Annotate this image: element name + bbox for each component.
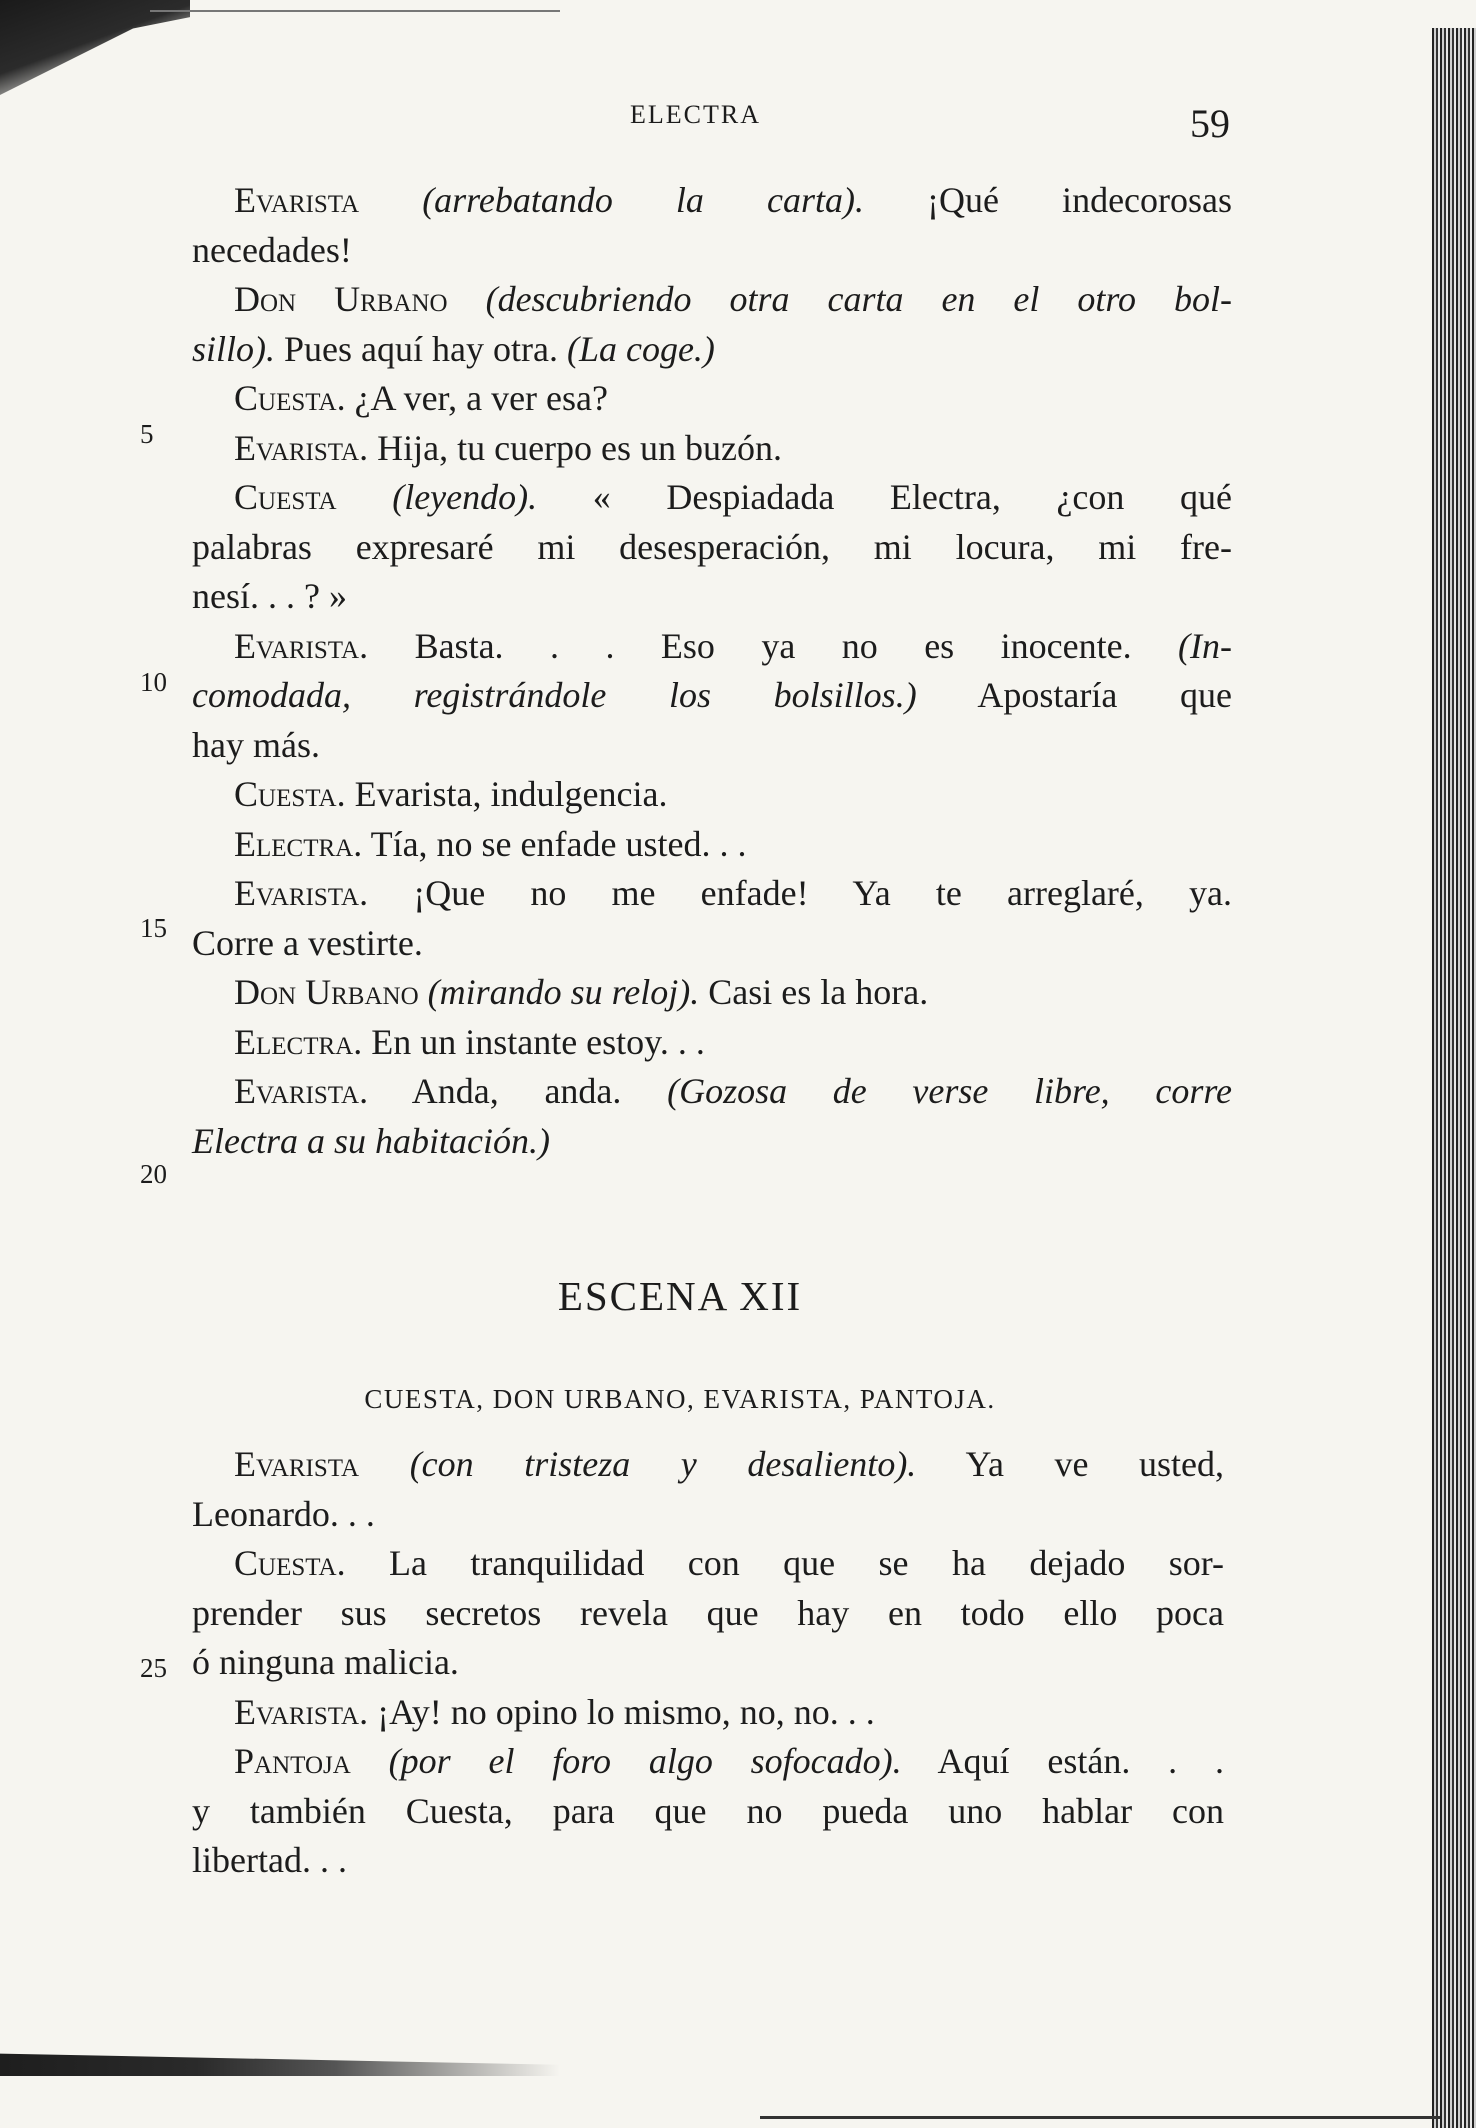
text-line — [192, 1117, 1232, 1167]
scene-title — [0, 1272, 1476, 1320]
dialogue-block-2 — [192, 1440, 1224, 1886]
line-number: 5 — [140, 419, 154, 449]
text-line — [192, 325, 1232, 375]
speaker-name: Cuesta. — [234, 1543, 346, 1583]
text-line — [192, 869, 1232, 919]
dialogue-block-1 — [192, 176, 1232, 1166]
line-number: 10 — [140, 667, 167, 697]
text-line — [192, 176, 1232, 226]
text-line — [192, 1539, 1224, 1589]
text-line — [192, 572, 1232, 622]
book-spine-edge — [1432, 28, 1476, 2128]
text-line — [192, 1589, 1224, 1639]
dialogue-text: ¡Ay! no opino lo mismo, no, no. . . — [377, 1691, 875, 1732]
dialogue-text: La tranquilidad con que se ha dejado sor- — [389, 1543, 1224, 1583]
stage-direction: (La coge.) — [566, 328, 715, 369]
dialogue-text: Hija, tu cuerpo es un buzón. — [377, 427, 783, 468]
stage-direction: sillo). — [192, 328, 276, 369]
scan-shadow-bottom — [0, 2048, 560, 2076]
line-number: 15 — [140, 913, 167, 943]
dialogue-text: Leonardo. . . — [192, 1493, 375, 1534]
speaker-name: Electra. — [234, 823, 363, 864]
dialogue-text: Aquí están. . . — [937, 1741, 1224, 1781]
dialogue-text: hay más. — [192, 724, 320, 765]
stage-direction: (por el foro algo sofocado). — [388, 1741, 902, 1781]
speaker-name: Evarista. — [234, 1071, 369, 1111]
text-line — [192, 1067, 1232, 1117]
text-line — [192, 1688, 1224, 1738]
text-line — [192, 1836, 1224, 1886]
text-line — [192, 374, 1232, 424]
stage-direction: (con tristeza y desaliento). — [409, 1444, 917, 1484]
speaker-name: Don Urbano — [234, 972, 419, 1012]
text-line — [192, 671, 1232, 721]
stage-direction: (leyendo). — [392, 477, 538, 517]
scene-title-text: ESCENA XII — [557, 1273, 803, 1319]
text-line — [192, 968, 1232, 1018]
dialogue-text: libertad. . . — [192, 1840, 347, 1880]
stage-direction: (mirando su reloj). — [427, 972, 700, 1012]
text-line — [192, 226, 1232, 276]
dialogue-text: Apostaría que — [977, 675, 1232, 715]
dialogue-text: y también Cuesta, para que no pueda uno hablar con — [192, 1790, 1224, 1831]
dialogue-text: Anda, anda. — [411, 1071, 622, 1111]
stage-direction: Electra a su habitación.) — [192, 1120, 550, 1161]
text-line — [192, 1638, 1224, 1688]
cast-list-text: CUESTA, DON URBANO, EVARISTA, PANTOJA. — [364, 1384, 996, 1414]
text-line — [192, 1490, 1224, 1540]
dialogue-text: nesí. . . ? » — [192, 576, 347, 616]
dialogue-text: Casi es la hora. — [708, 972, 929, 1012]
text-line — [192, 919, 1232, 969]
speaker-name: Cuesta — [234, 477, 337, 517]
stage-direction: (arrebatando la carta). — [422, 180, 864, 220]
dialogue-text: Evarista, indulgencia. — [354, 774, 668, 814]
dialogue-text: prender sus secretos revela que hay en todo ello poca — [192, 1592, 1224, 1633]
text-line — [192, 1018, 1232, 1068]
text-line — [192, 622, 1232, 672]
text-line — [192, 424, 1232, 474]
stage-direction: (descubriendo otra carta en el otro bol- — [485, 279, 1232, 319]
dialogue-text: Basta. . . Eso ya no es inocente. — [414, 625, 1132, 666]
text-line — [192, 275, 1232, 325]
dialogue-text: En un instante estoy. . . — [371, 1021, 705, 1062]
dialogue-text: Tía, no se enfade usted. . . — [370, 823, 747, 864]
line-number: 25 — [140, 1653, 167, 1683]
speaker-name: Evarista. — [234, 427, 369, 468]
speaker-name: Evarista. — [234, 873, 369, 913]
cast-list — [0, 1384, 1476, 1415]
dialogue-text: « Despiadada Electra, ¿con qué — [592, 477, 1232, 517]
speaker-name: Pantoja — [234, 1741, 351, 1781]
text-line — [192, 1737, 1224, 1787]
speaker-name: Cuesta. — [234, 774, 346, 814]
text-line — [192, 721, 1232, 771]
stage-direction: (In- — [1178, 625, 1232, 666]
line-number: 20 — [140, 1159, 167, 1189]
speaker-name: Electra. — [234, 1021, 363, 1062]
speaker-name: Evarista. — [234, 1691, 369, 1732]
dialogue-text: Corre a vestirte. — [192, 922, 423, 963]
scan-shadow-top-left — [0, 0, 190, 95]
stage-direction: (Gozosa de verse libre, corre — [667, 1071, 1232, 1111]
dialogue-text: palabras expresaré mi desesperación, mi locura, mi fre- — [192, 526, 1232, 567]
dialogue-text: ¡Qué indecorosas — [927, 180, 1232, 220]
dialogue-text: ó ninguna malicia. — [192, 1642, 459, 1682]
dialogue-text: Ya ve usted, — [965, 1444, 1224, 1484]
speaker-name: Cuesta. — [234, 378, 346, 418]
text-line — [192, 820, 1232, 870]
speaker-name: Evarista — [234, 1444, 360, 1484]
speaker-name: Evarista — [234, 180, 360, 220]
scan-edge-line-bottom — [760, 2116, 1440, 2119]
dialogue-text: ¡Que no me enfade! Ya te arreglaré, ya. — [413, 873, 1232, 913]
speaker-name: Don Urbano — [234, 279, 448, 319]
dialogue-text: Pues aquí hay otra. — [284, 328, 558, 369]
dialogue-text: ¿A ver, a ver esa? — [354, 378, 608, 418]
text-line — [192, 1787, 1224, 1837]
text-line — [192, 473, 1232, 523]
text-line — [192, 523, 1232, 573]
stage-direction: comodada, registrándole los bolsillos.) — [192, 675, 917, 715]
page-number: 59 — [1190, 101, 1230, 146]
text-line — [192, 770, 1232, 820]
speaker-name: Evarista. — [234, 625, 369, 666]
scan-edge-line — [150, 10, 560, 12]
text-line — [192, 1440, 1224, 1490]
running-head: ELECTRA — [630, 100, 761, 129]
dialogue-text: necedades! — [192, 229, 352, 270]
